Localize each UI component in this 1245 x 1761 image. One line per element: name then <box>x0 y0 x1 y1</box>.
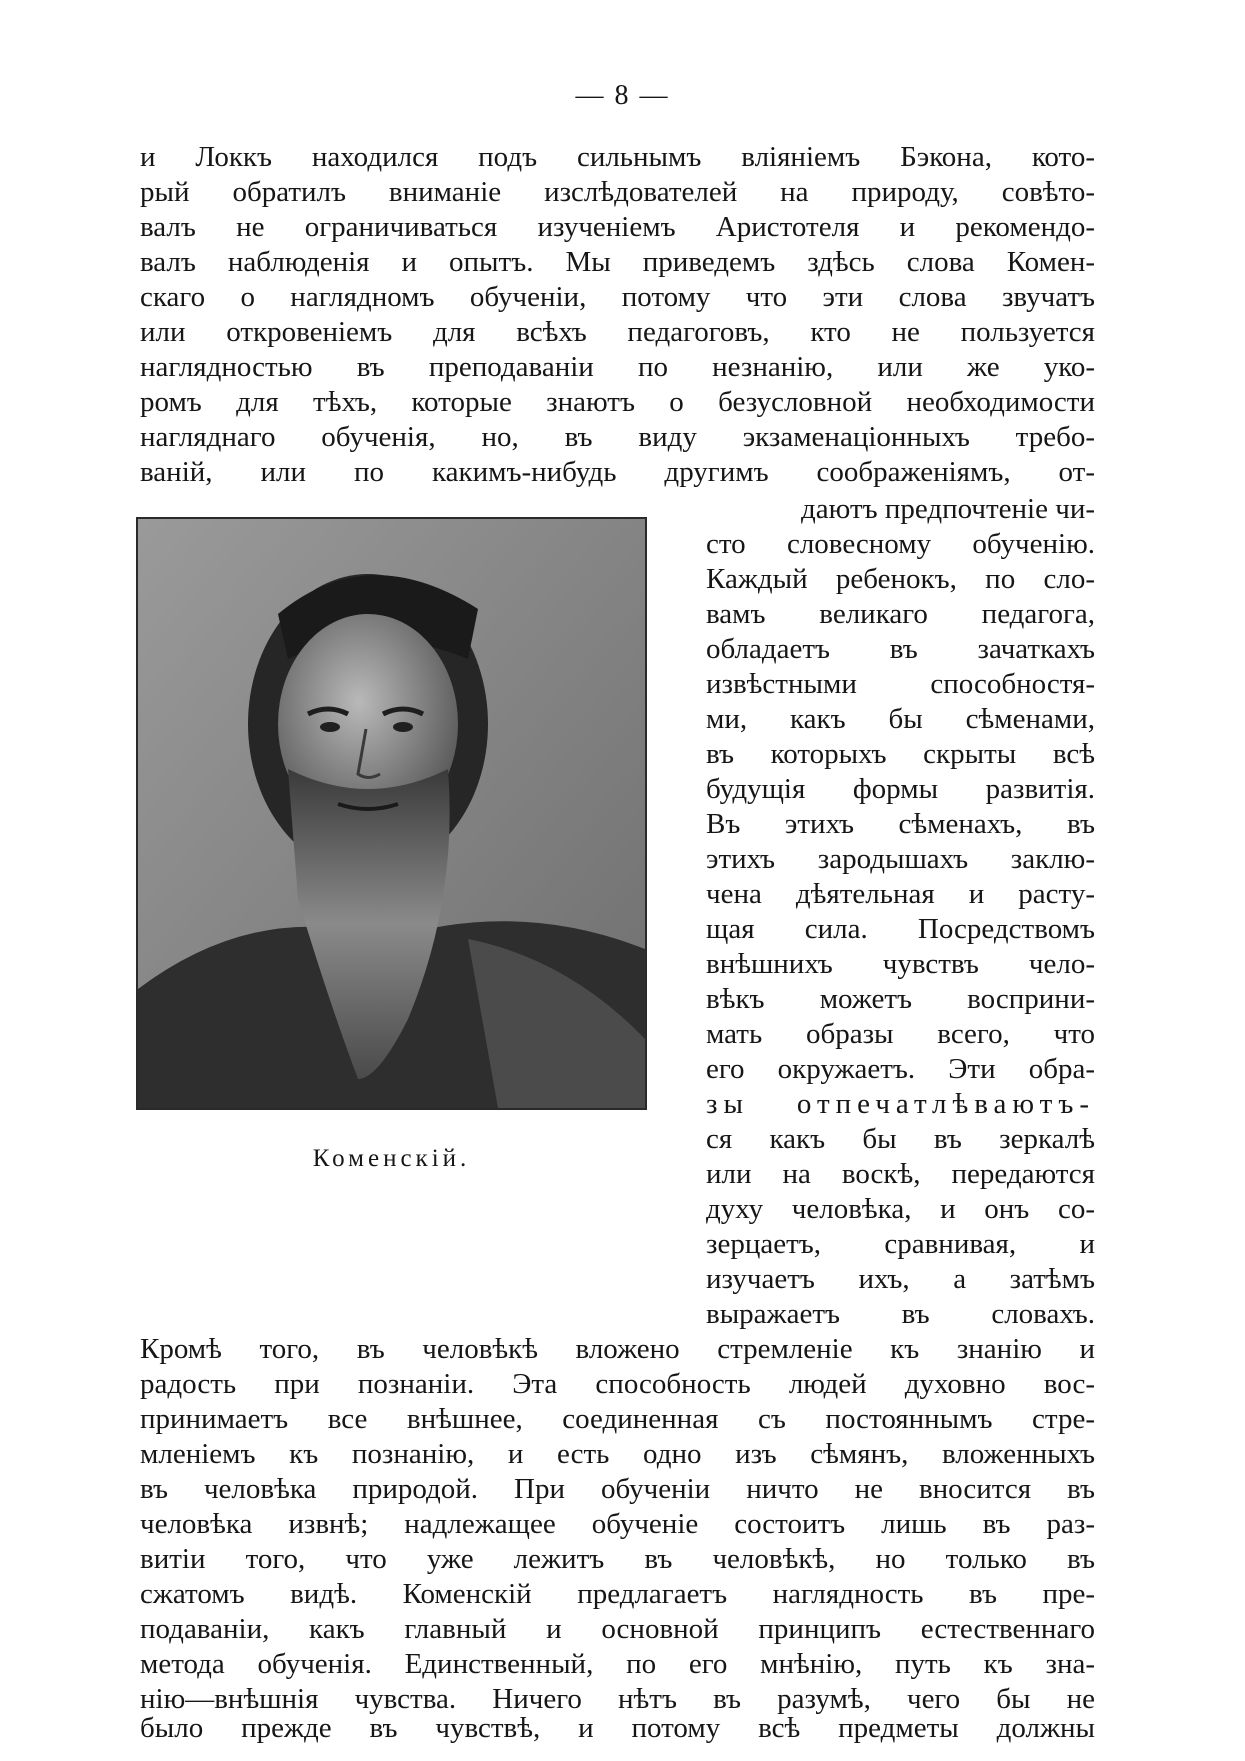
side-text-line: выражаетъ въ словахъ. <box>706 1298 1095 1330</box>
side-text-line: въ которыхъ скрыты всѣ <box>706 738 1095 770</box>
side-text-line: чена дѣятельная и расту- <box>706 878 1095 910</box>
text-line: подаваніи, какъ главный и основной принципъ естественнаго <box>140 1613 1095 1645</box>
text-line: рый обратилъ вниманіе изслѣдователей на природу, совѣто- <box>140 176 1095 208</box>
text-line: витіи того, что уже лежитъ въ человѣкѣ, но только въ <box>140 1543 1095 1575</box>
text-line: нагляднаго обученія, но, въ виду экзаменаціонныхъ требо- <box>140 421 1095 453</box>
side-text-line: Каждый ребенокъ, по сло- <box>706 563 1095 595</box>
side-text-line: сто словесному обученію. <box>706 528 1095 560</box>
text-line: и Локкъ находился подъ сильнымъ вліяніемъ Бэкона, кото- <box>140 141 1095 173</box>
text-line: или откровеніемъ для всѣхъ педагоговъ, кто не пользуется <box>140 316 1095 348</box>
side-text-line: вамъ великаго педагога, <box>706 598 1095 630</box>
side-text-line: его окружаетъ. Эти обра- <box>706 1053 1095 1085</box>
side-text-line: Въ этихъ сѣменахъ, въ <box>706 808 1095 840</box>
side-text-line: или на воскѣ, передаются <box>706 1158 1095 1190</box>
text-line: метода обученія. Единственный, по его мнѣнію, путь къ зна- <box>140 1648 1095 1680</box>
text-line: мленіемъ къ познанію, и есть одно изъ сѣмянъ, вложенныхъ <box>140 1438 1095 1470</box>
side-text-line: духу человѣка, и онъ со- <box>706 1193 1095 1225</box>
text-line: нію—внѣшнія чувства. Ничего нѣтъ въ разумѣ, чего бы не <box>140 1683 1095 1715</box>
portrait-caption: Коменскій. <box>312 1145 471 1172</box>
portrait-drawing <box>138 519 645 1108</box>
text-line: человѣка извнѣ; надлежащее обученіе состоитъ лишь въ раз- <box>140 1508 1095 1540</box>
side-text-line: будущія формы развитія. <box>706 773 1095 805</box>
side-text-line: зерцаетъ, сравнивая, и <box>706 1228 1095 1260</box>
side-text-line: ми, какъ бы сѣменами, <box>706 703 1095 735</box>
text-line: принимаетъ все внѣшнее, соединенная съ постояннымъ стре- <box>140 1403 1095 1435</box>
text-line: радость при познаніи. Эта способность людей духовно вос- <box>140 1368 1095 1400</box>
text-line: ромъ для тѣхъ, которые знаютъ о безусловной необходимости <box>140 386 1095 418</box>
side-text-line: зы отпечатлѣваютъ- <box>706 1088 1095 1120</box>
portrait-image <box>136 517 647 1110</box>
side-text-line: щая сила. Посредствомъ <box>706 913 1095 945</box>
side-text-line: внѣшнихъ чувствъ чело- <box>706 948 1095 980</box>
side-text-line: изучаетъ ихъ, а затѣмъ <box>706 1263 1095 1295</box>
page-number: — 8 — <box>575 80 670 111</box>
text-line: сжатомъ видѣ. Коменскій предлагаетъ наглядность въ пре- <box>140 1578 1095 1610</box>
text-line: въ человѣка природой. При обученіи ничто не вносится въ <box>140 1473 1095 1505</box>
text-line: было прежде въ чувствѣ, и потому всѣ предметы должны <box>140 1712 1095 1744</box>
text-line: ваній, или по какимъ-нибудь другимъ соображеніямъ, от- <box>140 456 1095 488</box>
side-text-line: даютъ предпочтеніе чи- <box>801 493 1095 525</box>
side-text-line: мать образы всего, что <box>706 1018 1095 1050</box>
side-text-line: обладаетъ въ зачаткахъ <box>706 633 1095 665</box>
side-text-line: извѣстными способностя- <box>706 668 1095 700</box>
side-text-line: ся какъ бы въ зеркалѣ <box>706 1123 1095 1155</box>
text-line: валъ не ограничиваться изученіемъ Аристотеля и рекомендо- <box>140 211 1095 243</box>
text-line: наглядностью въ преподаваніи по незнанію, или же уко- <box>140 351 1095 383</box>
text-line: Кромѣ того, въ человѣкѣ вложено стремленіе къ знанію и <box>140 1333 1095 1365</box>
text-line: валъ наблюденія и опытъ. Мы приведемъ здѣсь слова Комен- <box>140 246 1095 278</box>
text-line: скаго о наглядномъ обученіи, потому что эти слова звучатъ <box>140 281 1095 313</box>
side-text-line: этихъ зародышахъ заклю- <box>706 843 1095 875</box>
side-text-line: вѣкъ можетъ восприни- <box>706 983 1095 1015</box>
